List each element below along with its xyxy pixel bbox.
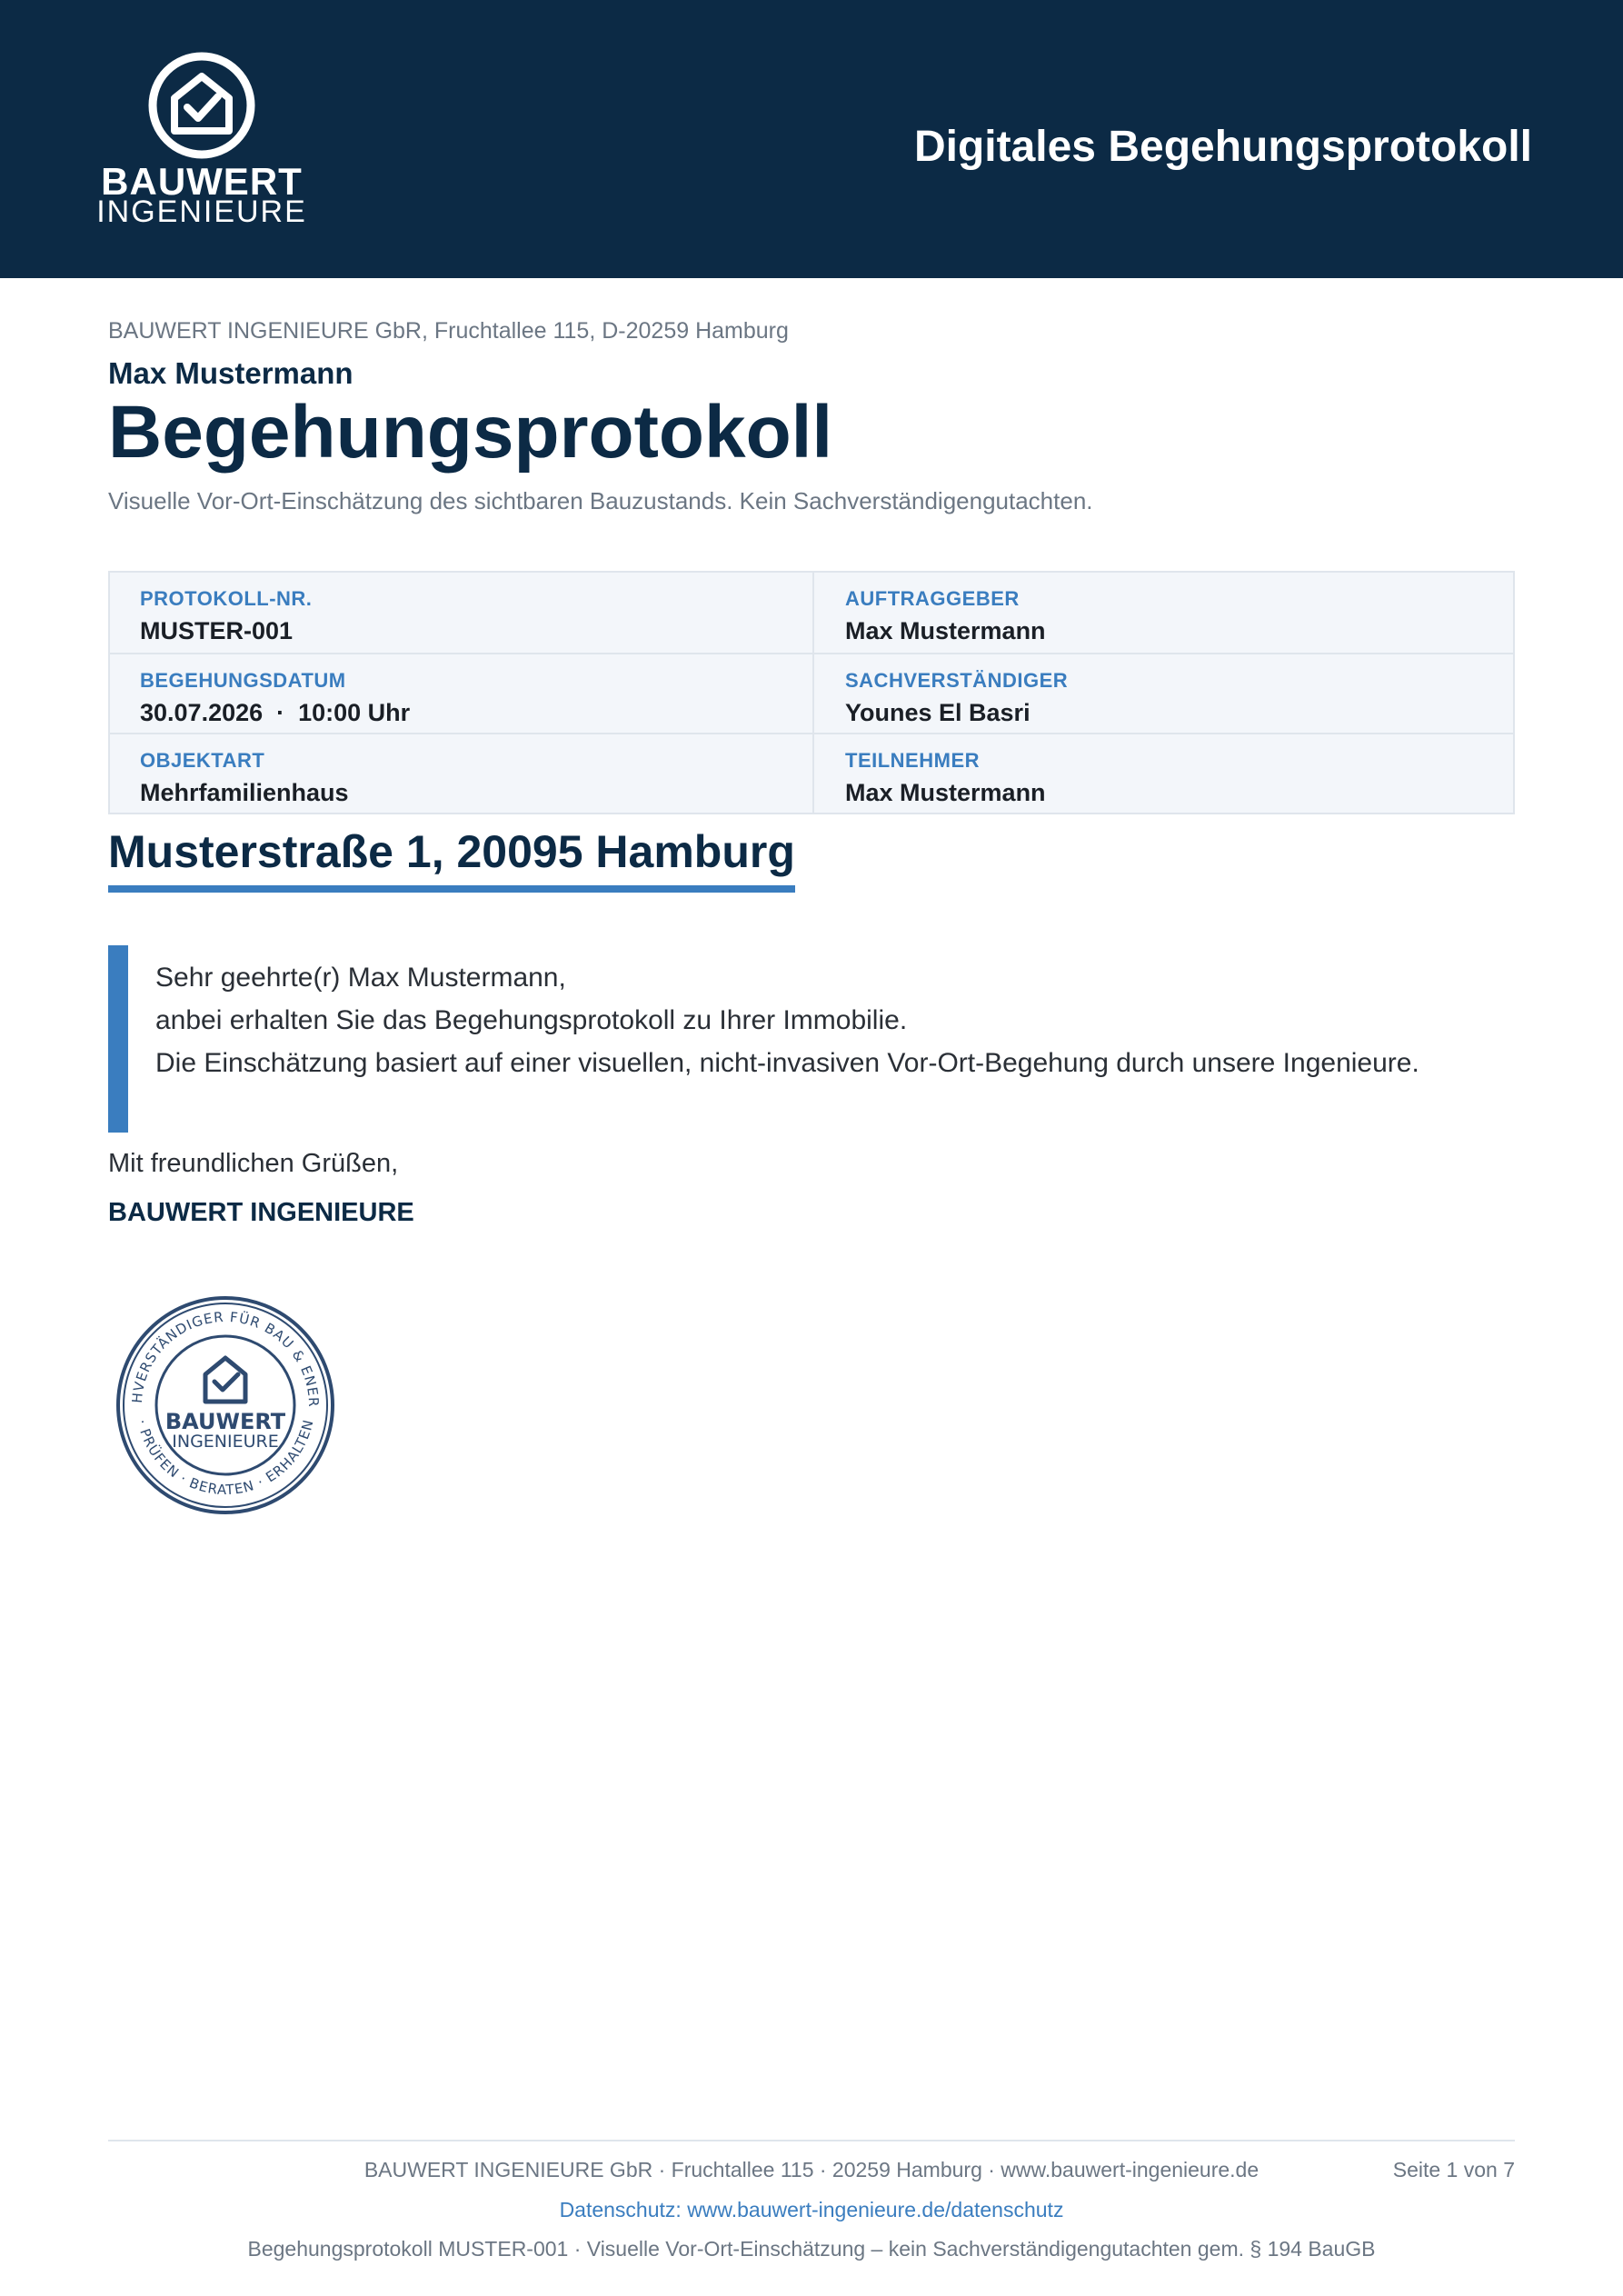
footer-divider bbox=[108, 2140, 1515, 2141]
info-client bbox=[812, 573, 1515, 653]
info-protocol-number bbox=[110, 573, 812, 653]
info-inspection-date bbox=[110, 653, 812, 733]
info-label: AUFTRAGGEBER bbox=[845, 587, 1020, 610]
privacy-link[interactable]: Datenschutz: www.bauwert-ingenieure.de/datenschutz bbox=[559, 2198, 1064, 2221]
protocol-info-table bbox=[108, 571, 1515, 814]
seal-stamp-icon bbox=[115, 1294, 336, 1516]
letter-line: anbei erhalten Sie das Begehungsprotokoll zu Ihrer Immobilie. bbox=[155, 1005, 908, 1035]
company-logo bbox=[93, 51, 311, 233]
info-value: MUSTER-001 bbox=[140, 617, 294, 644]
signature: BAUWERT INGENIEURE bbox=[108, 1198, 414, 1227]
info-label: BEGEHUNGSDATUM bbox=[140, 669, 346, 692]
info-participants bbox=[812, 733, 1515, 813]
svg-text:· PRÜFEN · BERATEN · ERHALTEN: · PRÜFEN · BERATEN · ERHALTEN bbox=[134, 1417, 317, 1499]
page-title: Begehungsprotokoll bbox=[108, 391, 833, 474]
company-seal bbox=[115, 1294, 336, 1516]
page-subtitle: Visuelle Vor-Ort-Einschätzung des sichtbaren Bauzustands. Kein Sachverständigengutachten. bbox=[108, 487, 1093, 514]
svg-text:BAUWERT: BAUWERT bbox=[164, 1409, 286, 1434]
closing-phrase: Mit freundlichen Grüßen, bbox=[108, 1149, 399, 1178]
info-label: SACHVERSTÄNDIGER bbox=[845, 669, 1069, 692]
info-label: PROTOKOLL-NR. bbox=[140, 587, 313, 610]
info-value: Mehrfamilienhaus bbox=[140, 779, 349, 806]
recipient-name: Max Mustermann bbox=[108, 356, 353, 390]
letter-line: Die Einschätzung basiert auf einer visuellen, nicht-invasiven Vor-Ort-Begehung durch unsere Ingenieure. bbox=[155, 1048, 1419, 1078]
footer-company-line: BAUWERT INGENIEURE GbR · Fruchtallee 115 · 20259 Hamburg · www.bauwert-ingenieure.de bbox=[363, 2158, 1260, 2181]
property-address: Musterstraße 1, 20095 Hamburg bbox=[108, 824, 795, 893]
page-header bbox=[0, 0, 1623, 278]
info-label: TEILNEHMER bbox=[845, 749, 980, 772]
svg-text:SACHVERSTÄNDIGER FÜR BAU & ENE: HVERSTÄNDIGER FÜR BAU & ENER bbox=[128, 1308, 323, 1408]
sender-line: BAUWERT INGENIEURE GbR, Fruchtallee 115, D-20259 Hamburg bbox=[108, 318, 789, 344]
svg-text:INGENIEURE: INGENIEURE bbox=[172, 1432, 279, 1452]
cover-letter bbox=[108, 945, 1515, 1133]
footer-disclaimer: Begehungsprotokoll MUSTER-001 · Visuelle Vor-Ort-Einschätzung – kein Sachverständigengutachten gem. § 194 BauGB bbox=[247, 2237, 1376, 2261]
logo-name: BAUWERT bbox=[101, 160, 303, 203]
letter-greeting: Sehr geehrte(r) Max Mustermann, bbox=[155, 963, 566, 993]
header-title: Digitales Begehungsprotokoll bbox=[913, 123, 1532, 171]
page-number: Seite 1 von 7 bbox=[1392, 2158, 1515, 2181]
info-label: OBJEKTART bbox=[140, 749, 265, 772]
house-check-icon bbox=[147, 51, 256, 160]
logo-subtitle: INGENIEURE bbox=[96, 195, 307, 229]
info-value: Max Mustermann bbox=[845, 779, 1046, 806]
info-expert bbox=[812, 653, 1515, 733]
info-value: Max Mustermann bbox=[845, 617, 1046, 644]
info-value: 30.07.2026 · 10:00 Uhr bbox=[140, 699, 411, 726]
info-object-type bbox=[110, 733, 812, 813]
info-value: Younes El Basri bbox=[845, 699, 1031, 726]
